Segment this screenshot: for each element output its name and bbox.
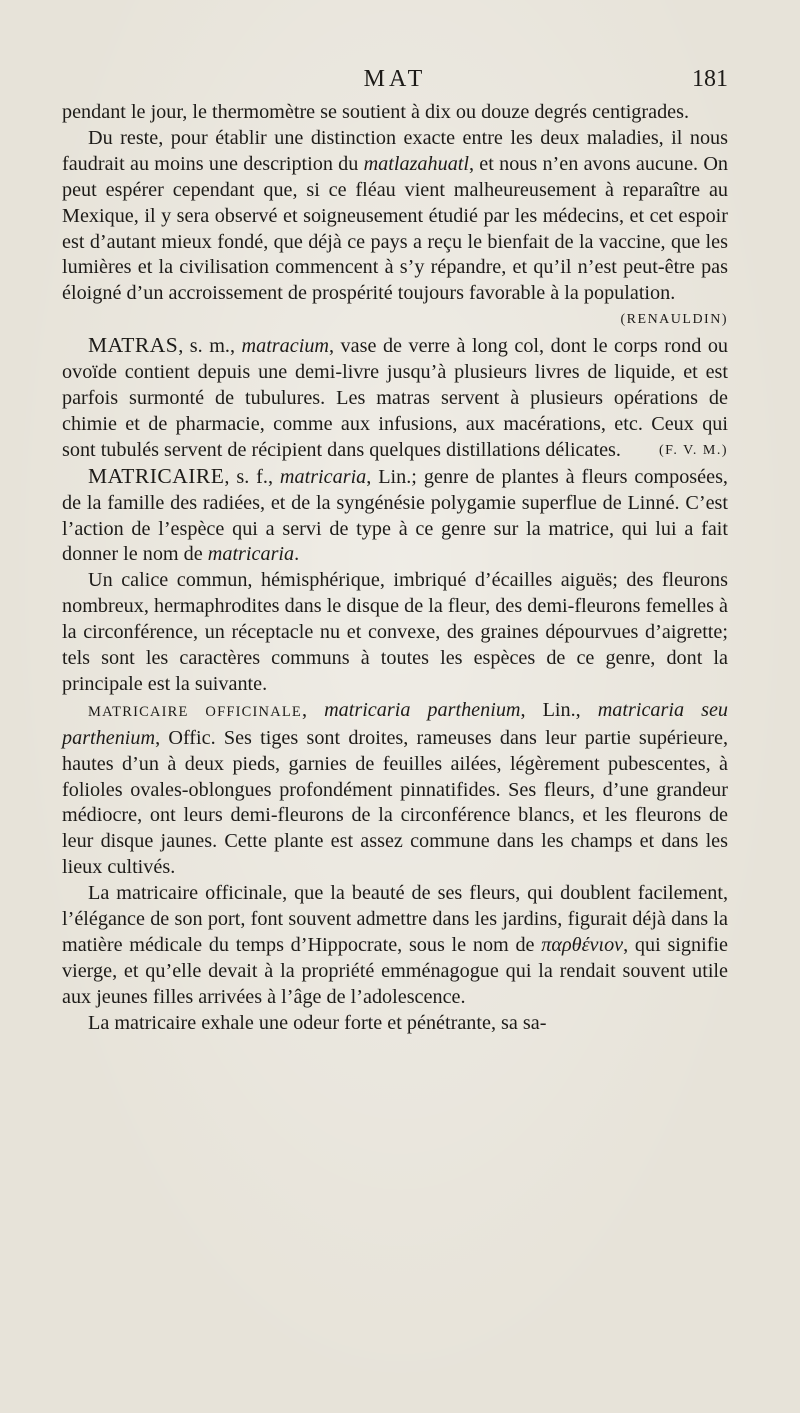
entry-headword: MATRAS <box>88 333 179 358</box>
page-number: 181 <box>692 66 728 92</box>
paragraph-text: , qui signifie vierge, et qu’elle devait à la propriété emménagogue qui la rendait souvent utile aux jeunes filles arrivées à l’âge de l’adolescence. <box>62 934 728 1008</box>
author-signature: (F. V. M.) <box>659 442 728 458</box>
entry-headword: MATRICAIRE <box>88 463 225 488</box>
paragraph-text: , s. m., <box>178 335 242 358</box>
italic-term: matlazahuatl <box>363 152 470 175</box>
paragraph-matlazahuatl <box>62 126 728 333</box>
italic-term: matricaria seu parthenium <box>62 698 728 749</box>
italic-term: matricaria <box>207 543 295 566</box>
species-name: MATRICAIRE OFFICINALE <box>88 703 302 720</box>
paragraph-text: Du reste, pour établir une distinction exacte entre les deux maladies, il nous faudrait au moins une description du <box>62 126 728 175</box>
paragraph-text: , Lin.; genre de plantes à fleurs composées, de la famille des radiées, et de la syngénésie polygamie superflue de Linné. C’est l’action de l’espèce qui a servi de type à ce genre sur la matrice, qui lui a fait donner le nom de <box>62 465 728 566</box>
paragraph-text: , <box>302 698 325 721</box>
paragraph-history <box>62 881 728 1011</box>
body-text <box>62 100 728 1037</box>
author-signature: (RENAULDIN) <box>620 312 728 328</box>
italic-term: matricaria <box>279 465 367 488</box>
paragraph-text: La matricaire officinale, que la beauté de ses fleurs, qui doublent facilement, l’élégance de son port, font souvent admettre dans les jardins, figurait déjà dans la matière médicale du temps d’Hippocrate, sous le nom de <box>62 882 728 956</box>
paragraph-text: , Offic. Ses tiges sont droites, rameuses dans leur partie supérieure, hautes d’un à deux pieds, garnies de feuilles ailées, légèrement pubescentes, à folioles ovales-oblongues profondément pinnatifides. Ses fleurs, d’une grandeur médiocre, ont leurs demi-fleurons de la circonférence blancs, et les fleurons de leur disque jaunes. Cette plante est assez commune dans les champs et dans les lieux cultivés. <box>62 726 728 879</box>
paragraph-text: , vase de verre à long col, dont le corps rond ou ovoïde contient depuis une demi-livre jusqu’à plusieurs livres de liquide, et est parfois surmonté de tubulures. Les matras servent à plusieurs opérations de chimie et de pharmacie, comme aux infusions, aux macérations, etc. Ceux qui sont tubulés servent de récipient dans quelques distillations délicates. <box>62 335 729 461</box>
italic-term: matricaria parthenium <box>324 698 521 721</box>
running-head <box>62 66 728 100</box>
paragraph-odeur: La matricaire exhale une odeur forte et pénétrante, sa sa- <box>88 1011 547 1034</box>
entry-matricaire-officinale <box>62 698 728 881</box>
entry-matricaire <box>62 464 728 569</box>
paragraph-text: , Lin., <box>520 698 598 721</box>
paragraph-text: . <box>294 543 300 566</box>
paragraph-text: , s. f., <box>224 465 280 488</box>
italic-term: matracium <box>241 335 329 358</box>
paragraph-continuation: pendant le jour, le thermomètre se soutient à dix ou douze degrés centigrades. <box>62 101 690 123</box>
paragraph-characters: Un calice commun, hémisphérique, imbriqué d’écailles aiguës; des fleurons nombreux, hermaphrodites dans le disque de la fleur, des demi-fleurons femelles à la circonférence, un réceptacle nu et convexe, des graines dépourvues d’aigrette; tels sont les caractères communs à toutes les espèces de ce genre, dont la principale est la suivante. <box>62 569 728 695</box>
running-head-word: MAT <box>363 66 427 92</box>
greek-term: παρθένιον <box>541 934 624 956</box>
paragraph-text: , et nous n’en avons aucune. On peut espérer cependant que, si ce fléau vient malheureusement à reparaître au Mexique, il y sera observé et soigneusement étudié par les médecins, et cet espoir est d’autant mieux fondé, que déjà ce pays a reçu le bienfait de la vaccine, que les lumières et la civilisation commencent à s’y répandre, et qu’il n’est peut-être pas éloigné d’un accroissement de prospérité toujours favorable à la population. <box>62 152 729 305</box>
entry-matras <box>62 333 728 464</box>
